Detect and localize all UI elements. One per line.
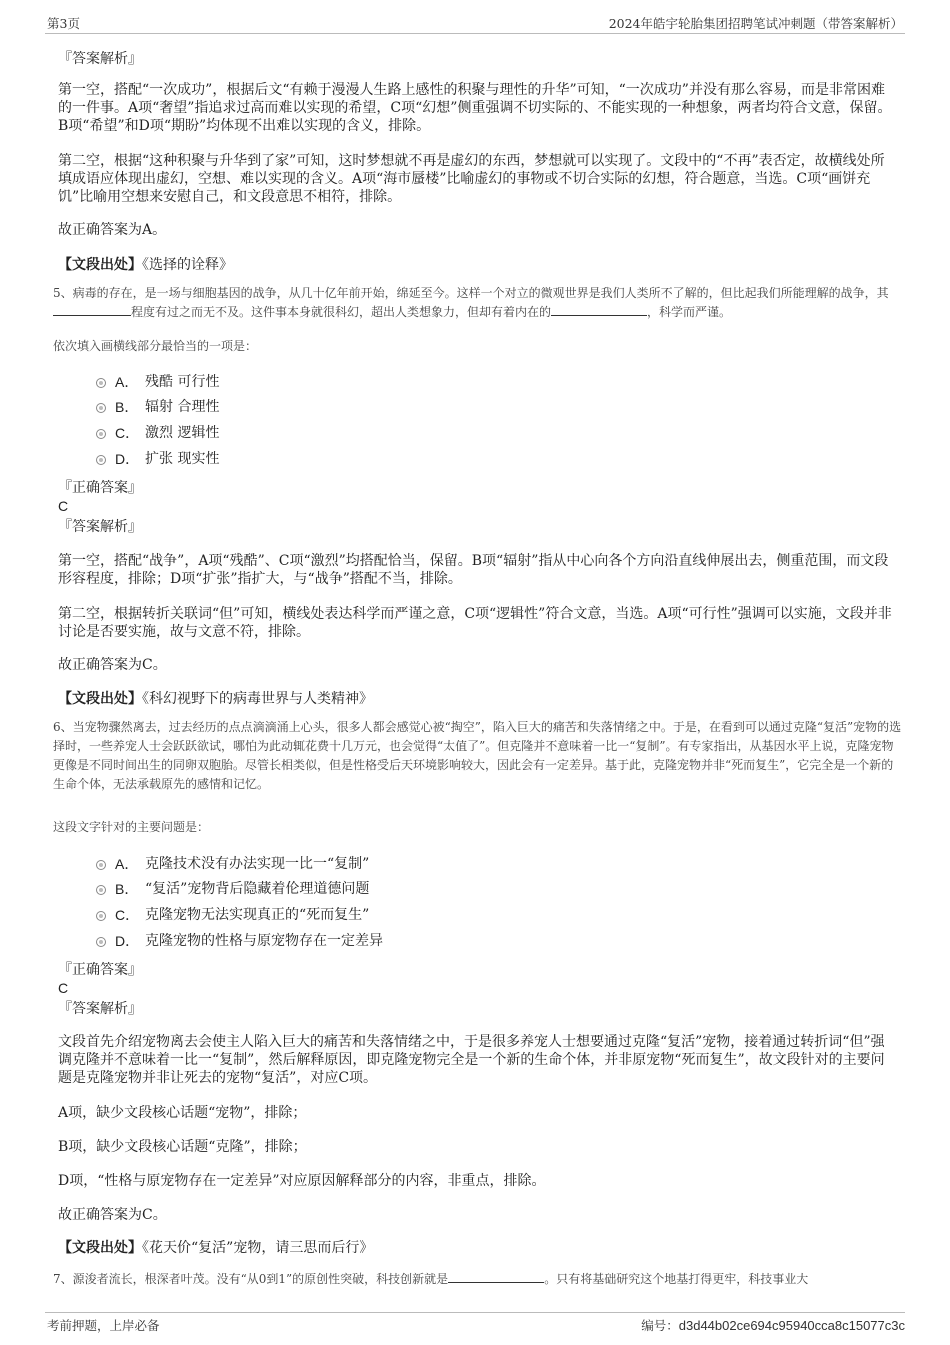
footer-code-label: 编号： [641, 1318, 679, 1333]
option-text: 克隆技术没有办法实现一比一“复制” [145, 856, 370, 872]
radio-button[interactable] [96, 885, 106, 895]
q6-analysis-pa: A项，缺少文段核心话题“宠物”，排除； [58, 1105, 307, 1121]
radio-button[interactable] [96, 378, 106, 388]
page-footer [45, 1312, 905, 1337]
option-text: “复活”宠物背后隐藏着伦理道德问题 [145, 881, 370, 897]
q6-analysis-pb: B项，缺少文段核心话题“克隆”，排除； [58, 1139, 307, 1155]
q6-stem: 6、当宠物骤然离去，过去经历的点点滴滴涌上心头，很多人都会感觉心被“掏空”，陷入巨大的痛苦和失落情绪之中。于是，在看到可以通过克隆“复活”宠物的选择时，一些养宠人士会跃跃欲试，哪怕为此动辄花费十几万元，也会觉得“太值了”。但克隆并不意味着一比一“复制”。有专家指出，从基因水平上说，克隆宠物更像是不同时间出生的同卵双胞胎。尽管长相类似，但是性格受后天环境影响较大，因此会有一定差异。基于此，克隆宠物并非“死而复生”，它完全是一个新的生命个体，无法承载原先的感情和记忆。 [53, 720, 902, 791]
q5-blank-1 [53, 304, 131, 316]
q4-analysis-label: 『答案解析』 [58, 51, 142, 67]
q5-stem-part-a: 5、病毒的存在，是一场与细胞基因的战争，从几十亿年前开始，绵延至今。这样一个对立的微观世界是我们人类所不了解的，但比起我们所能理解的战争，其 [53, 286, 889, 300]
option-letter: B． [115, 399, 139, 415]
footer-code-value: d3d44b02ce694c95940cca8c15077c3c [678, 1318, 905, 1333]
q5-source-title: 《科幻视野下的病毒世界与人类精神》 [142, 691, 373, 707]
q6-source-title: 《花天价“复活”宠物，请三思而后行》 [142, 1240, 374, 1256]
q4-source [58, 256, 233, 274]
q5-prompt: 依次填入画横线部分最恰当的一项是： [53, 339, 258, 353]
radio-button[interactable] [96, 911, 106, 921]
q7-stem-part-a: 7、源浚者流长，根深者叶茂。没有“从0到1”的原创性突破，科技创新就是 [53, 1272, 449, 1286]
option-letter: C． [115, 425, 140, 441]
q7-blank-1 [448, 1271, 544, 1283]
q6-correct-answer: C [58, 980, 69, 996]
radio-button[interactable] [96, 455, 106, 465]
q6-correct-label: 『正确答案』 [58, 962, 142, 978]
option-text: 克隆宠物无法实现真正的“死而复生” [145, 907, 370, 923]
radio-button[interactable] [96, 860, 106, 870]
option-letter: A． [115, 374, 139, 390]
option-text: 残酷 可行性 [145, 374, 220, 390]
document-title: 2024年皓宇轮胎集团招聘笔试冲刺题（带答案解析） [608, 16, 903, 31]
page-number: 第3页 [47, 16, 80, 31]
radio-button[interactable] [96, 429, 106, 439]
option-text: 扩张 现实性 [145, 451, 220, 467]
q4-analysis-p2: 第二空，根据“这种积聚与升华到了家”可知，这时梦想就不再是虚幻的东西，梦想就可以实现了。文段中的“不再”表否定，故横线处所填成语应体现出虚幻，空想、难以实现的含义。A项“海市蜃楼”比喻虚幻的事物或不切合实际的幻想，符合题意，当选。C项“画饼充饥”比喻用空想来安慰自己，和文段意思不相符，排除。 [58, 153, 885, 205]
option-text: 辐射 合理性 [145, 399, 220, 415]
q6-source [58, 1239, 373, 1257]
radio-button[interactable] [96, 403, 106, 413]
q5-correct-answer: C [58, 498, 69, 514]
option-text: 激烈 逻辑性 [145, 425, 220, 441]
page-header [45, 14, 905, 34]
q5-stem [53, 284, 903, 322]
footer-code [641, 1316, 905, 1334]
q5-correct-label: 『正确答案』 [58, 480, 142, 496]
option-letter: C． [115, 907, 140, 923]
option-letter: B． [115, 881, 139, 897]
footer-slogan: 考前押题，上岸必备 [47, 1318, 160, 1333]
option-letter: D． [115, 451, 140, 467]
q4-source-title: 《选择的诠释》 [142, 257, 233, 273]
q5-analysis-p2: 第二空，根据转折关联词“但”可知，横线处表达科学而严谨之意，C项“逻辑性”符合文意，当选。A项“可行性”强调可以实施，文段并非讨论是否要实施，故与文意不符，排除。 [58, 606, 892, 640]
q5-stem-part-c: ，科学而严谨。 [647, 305, 732, 319]
q4-source-label: 【文段出处】 [58, 257, 142, 273]
q6-analysis-label: 『答案解析』 [58, 1001, 142, 1017]
option-letter: A． [115, 856, 139, 872]
q5-stem-part-b: 程度有过之而无不及。这件事本身就很科幻，超出人类想象力，但却有着内在的 [131, 305, 552, 319]
radio-button[interactable] [96, 937, 106, 947]
q7-stem-part-b: 。只有将基础研究这个地基打得更牢，科技事业大 [544, 1272, 809, 1286]
q6-conclusion: 故正确答案为C。 [58, 1207, 167, 1223]
q5-source-label: 【文段出处】 [58, 691, 142, 707]
q4-conclusion: 故正确答案为A。 [58, 222, 167, 238]
option-letter: D． [115, 933, 140, 949]
option-text: 克隆宠物的性格与原宠物存在一定差异 [145, 933, 383, 949]
q5-source [58, 690, 373, 708]
q7-stem [53, 1270, 903, 1289]
q5-blank-2 [551, 304, 647, 316]
q6-source-label: 【文段出处】 [58, 1240, 142, 1256]
q5-conclusion: 故正确答案为C。 [58, 657, 167, 673]
q5-analysis-label: 『答案解析』 [58, 519, 142, 535]
q4-analysis-p1: 第一空，搭配“一次成功”，根据后文“有赖于漫漫人生路上感性的积聚与理性的升华”可知，“一次成功”并没有那么容易，而是非常困难的一件事。A项“奢望”指追求过高而难以实现的希望，C项“幻想”侧重强调不切实际的、不能实现的一种想象，两者均符合文意，保留。B项“希望”和D项“期盼”均体现不出难以实现的含义，排除。 [58, 82, 892, 134]
q5-analysis-p1: 第一空，搭配“战争”，A项“残酷”、C项“激烈”均搭配恰当，保留。B项“辐射”指从中心向各个方向沿直线伸展出去，侧重范围，而文段形容程度，排除；D项“扩张”指扩大，与“战争”搭配不当，排除。 [58, 553, 889, 587]
q6-analysis-p1: 文段首先介绍宠物离去会使主人陷入巨大的痛苦和失落情绪之中，于是很多养宠人士想要通过克隆“复活”宠物，接着通过转折词“但”强调克隆并不意味着一比一“复制”，然后解释原因，即克隆宠物完全是一个新的生命个体，并非原宠物“死而复生”，故文段针对的主要问题是克隆宠物并非让死去的宠物“复活”，对应C项。 [58, 1034, 885, 1086]
q6-analysis-pd: D项，“性格与原宠物存在一定差异”对应原因解释部分的内容，非重点，排除。 [58, 1173, 546, 1189]
q6-prompt: 这段文字针对的主要问题是： [53, 820, 210, 834]
